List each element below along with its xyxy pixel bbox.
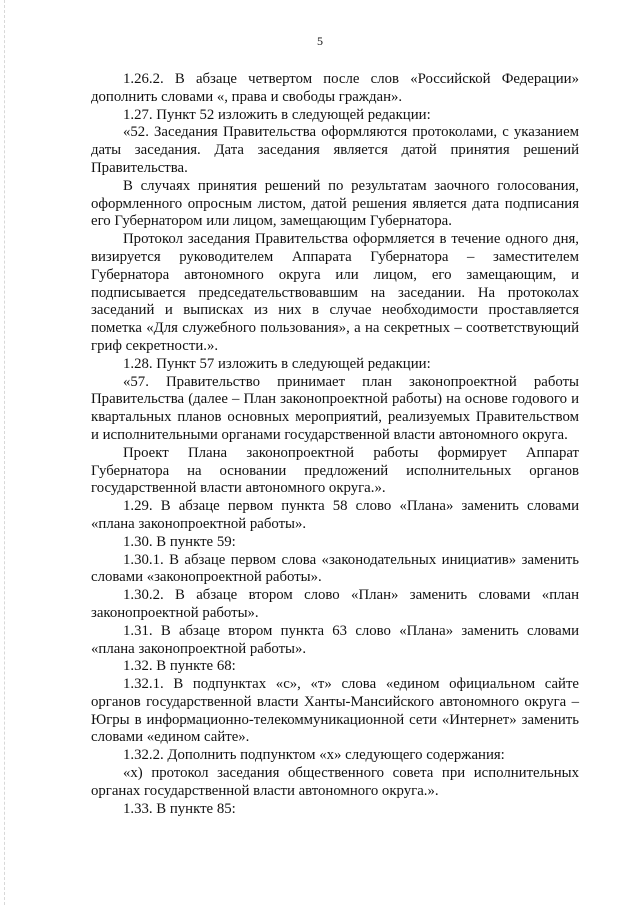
paragraph-1-30-1: 1.30.1. В абзаце первом слова «законодательных инициатив» заменить словами «законопроектной работы». [91, 551, 579, 586]
paragraph-1-33: 1.33. В пункте 85: [123, 800, 236, 817]
paragraph-57-draft: Проект Плана законопроектной работы формирует Аппарат Губернатора на основании предложений исполнительных органов государственной власти автономного округа.». [91, 444, 579, 497]
paragraph-1-30-2: 1.30.2. В абзаце втором слово «План» заменить словами «план законопроектной работы». [91, 587, 579, 621]
paragraph-1-28: 1.28. Пункт 57 изложить в следующей редакции: [123, 355, 431, 372]
paragraph-1-27: 1.27. Пункт 52 изложить в следующей редакции: [123, 106, 431, 123]
paragraph-52-text: «52. Заседания Правительства оформляются протоколами, с указанием даты заседания. Дата заседания является датой принятия решений Правительства. [91, 124, 579, 176]
paragraph-52-absentee: В случаях принятия решений по результатам заочного голосования, оформленного опросным листом, датой решения является дата подписания его Губернатором или лицом, замещающим Губернатора. [91, 177, 579, 230]
paragraph-1-29: 1.29. В абзаце первом пункта 58 слово «Плана» заменить словами «плана законопроектной работы». [91, 498, 579, 532]
document-body [91, 71, 579, 818]
paragraph-57-text: «57. Правительство принимает план законопроектной работы Правительства (далее – План законопроектной работы) на основе годового и квартальных планов основных мероприятий, реализуемых Правительством и исполнительными органами государственной власти автономного округа. [91, 373, 579, 443]
page-number: 5 [317, 34, 323, 48]
paragraph-1-30: 1.30. В пункте 59: [123, 533, 236, 550]
paragraph-subitem-x: «х) протокол заседания общественного совета при исполнительных органах государственной власти автономного округа.». [91, 765, 579, 799]
page-edge [4, 0, 5, 905]
paragraph-1-31: 1.31. В абзаце втором пункта 63 слово «Плана» заменить словами «плана законопроектной работы». [91, 622, 579, 657]
paragraph-1-32-2: 1.32.2. Дополнить подпунктом «х» следующего содержания: [123, 747, 505, 764]
paragraph-1-32-1: 1.32.1. В подпунктах «с», «т» слова «едином официальном сайте органов государственной власти Ханты-Мансийского автономного округа – Югры в информационно-телекоммуникационной сети «Интернет» заменить словами «едином сайте». [91, 676, 579, 746]
paragraph-1-32: 1.32. В пункте 68: [123, 658, 236, 675]
paragraph-52-protocol: Протокол заседания Правительства оформляется в течение одного дня, визируется руководителем Аппарата Губернатора – заместителем Губернатора автономного округа или лицом, его замещающим, и подписывается председательствовавшим на заседании. На протоколах заседаний и выписках из них в случае необходимости проставляется пометка «Для служебного пользования», а на секретных – соответствующий гриф секретности.». [91, 231, 579, 354]
paragraph-1-26-2: 1.26.2. В абзаце четвертом после слов «Российской Федерации» дополнить словами «, права и свободы граждан». [91, 71, 579, 105]
